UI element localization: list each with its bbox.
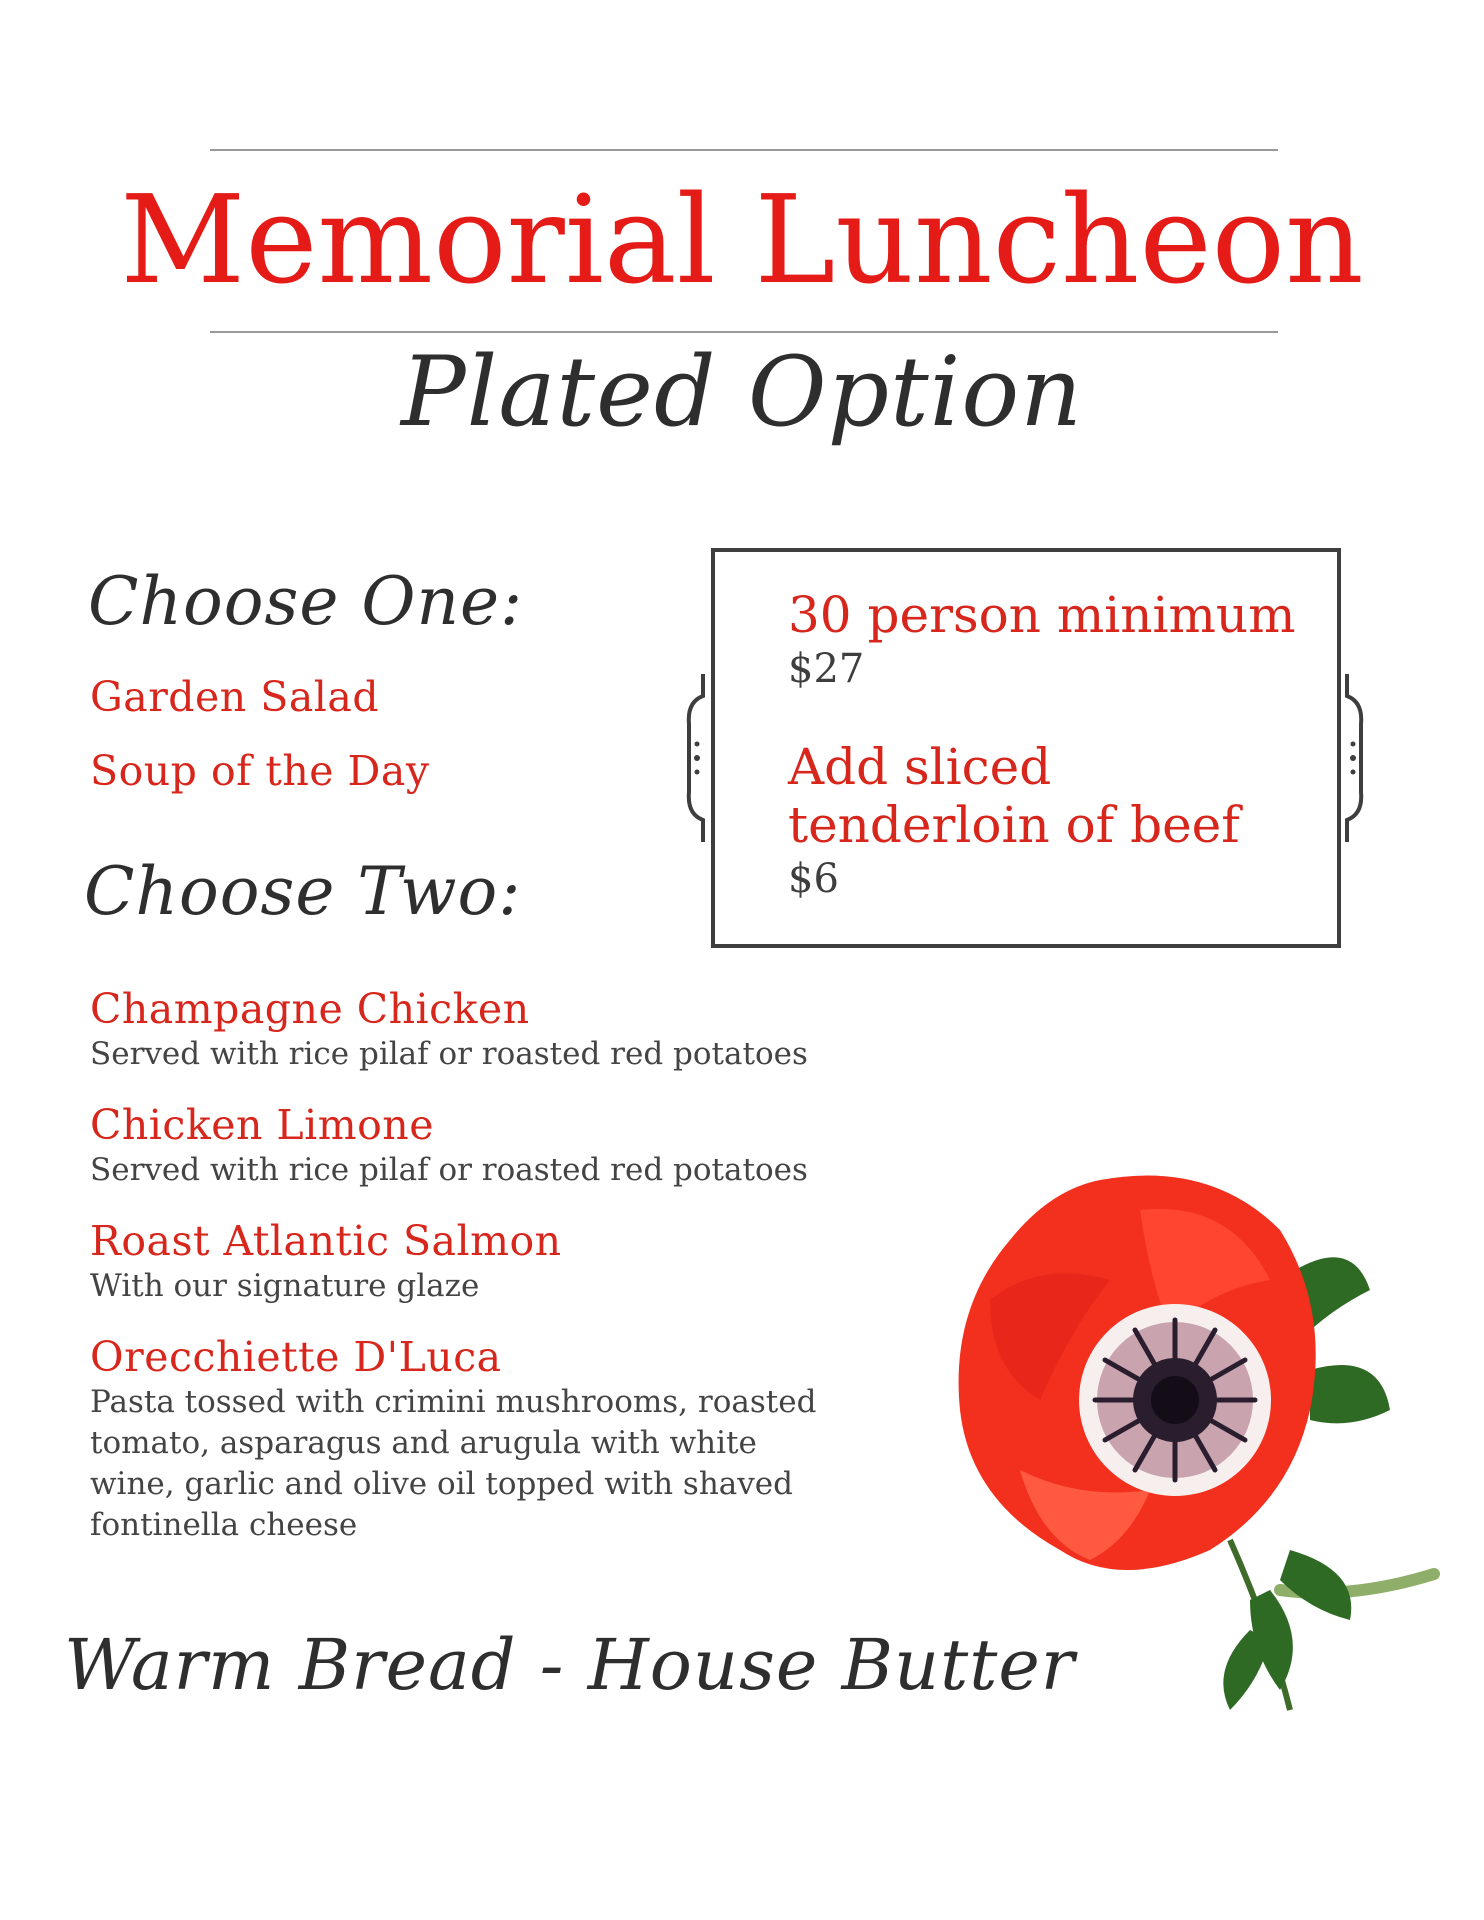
minimum-label: 30 person minimum	[788, 586, 1296, 644]
entree-item	[90, 1332, 850, 1546]
entree-description: Served with rice pilaf or roasted red potatoes	[90, 1036, 808, 1072]
entree-name: Orecchiette D'Luca	[90, 1333, 502, 1381]
addon-price: $6	[788, 856, 839, 902]
choose-one-heading: Choose One:	[88, 563, 524, 640]
entree-item	[90, 984, 870, 1075]
entree-name: Roast Atlantic Salmon	[90, 1217, 562, 1265]
entree-name: Chicken Limone	[90, 1101, 434, 1149]
right-bracket-ornament-icon	[1345, 674, 1367, 842]
entree-description: Pasta tossed with crimini mushrooms, roasted tomato, asparagus and arugula with white wine, garlic and olive oil topped with shaved fontinella cheese	[90, 1384, 817, 1543]
menu-subtitle: Plated Option	[401, 336, 1083, 448]
minimum-price: $27	[788, 646, 865, 692]
entree-item	[90, 1216, 870, 1307]
entree-item	[90, 1100, 870, 1191]
menu-title: Memorial Luncheon	[120, 169, 1364, 311]
addon-label: Add sliced tenderloin of beef	[788, 738, 1240, 854]
entree-description: Served with rice pilaf or roasted red potatoes	[90, 1152, 808, 1188]
pricing-content	[788, 586, 1308, 904]
starter-item: Soup of the Day	[90, 747, 430, 795]
entree-description: With our signature glaze	[90, 1268, 480, 1304]
left-bracket-ornament-icon	[683, 674, 705, 842]
poppy-flower-icon	[950, 1170, 1484, 1730]
top-divider	[210, 149, 1278, 151]
starter-item: Garden Salad	[90, 673, 380, 721]
footer-note: Warm Bread - House Butter	[64, 1624, 1076, 1706]
entree-name: Champagne Chicken	[90, 985, 530, 1033]
choose-two-heading: Choose Two:	[84, 853, 522, 930]
